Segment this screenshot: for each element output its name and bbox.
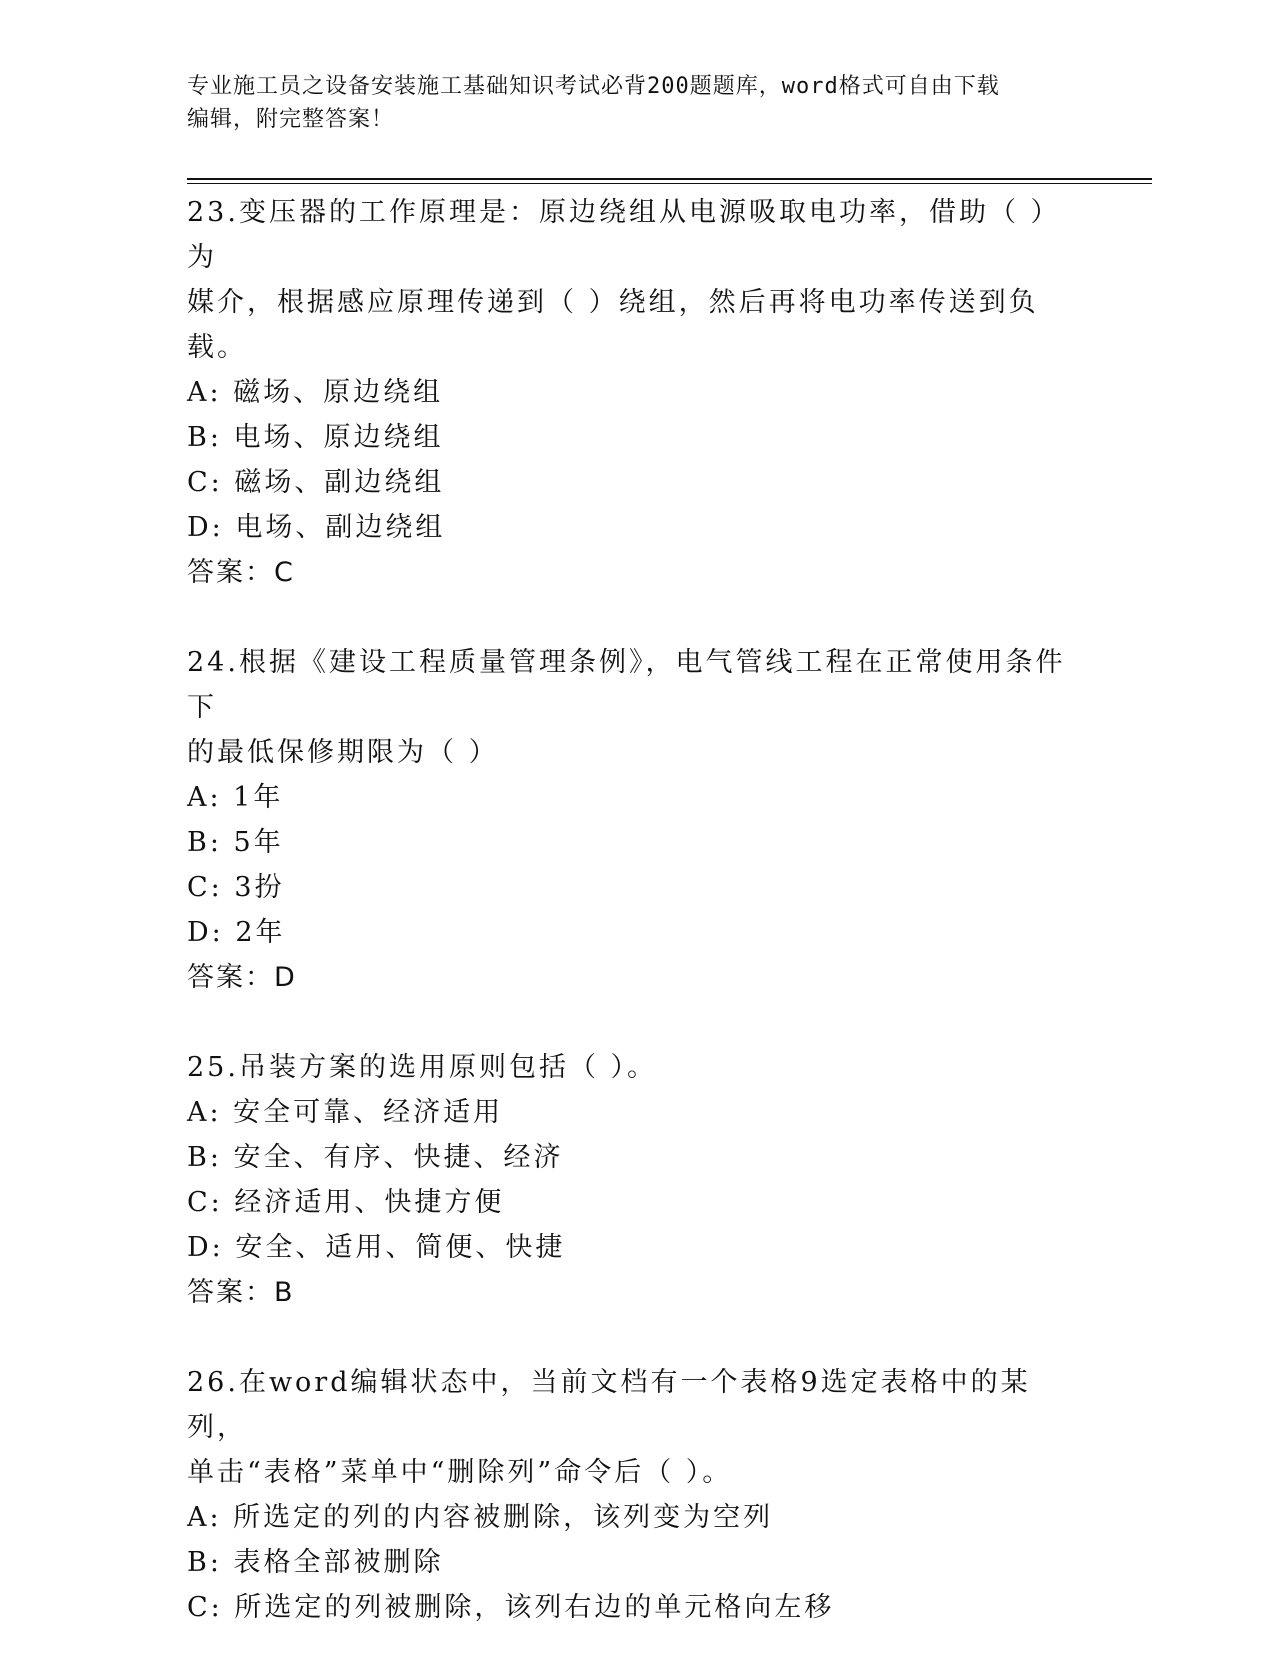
question-stem-line: 24.根据《建设工程质量管理条例》，电气管线工程在正常使用条件下 (187, 647, 1066, 723)
option-c: C: 所选定的列被删除，该列右边的单元格向左移 (187, 1592, 835, 1623)
header-title-line-1: 专业施工员之设备安装施工基础知识考试必背200题题库，word格式可自由下载 (187, 74, 1000, 99)
answer: 答案：D (187, 962, 297, 993)
question-stem-line: 单击“表格”菜单中“删除列”命令后（ ）。 (187, 1457, 733, 1488)
question-stem-line: 23.变压器的工作原理是：原边绕组从电源吸取电功率，借助（ ）为 (187, 197, 1061, 273)
question-list (187, 190, 1087, 1675)
option-c: C: 经济适用、快捷方便 (187, 1187, 505, 1218)
document-header (187, 70, 1087, 136)
option-d: D: 电场、副边绕组 (187, 512, 446, 543)
question-stem-line: 26.在word编辑状态中，当前文档有一个表格9选定表格中的某列， (187, 1367, 1031, 1443)
question-23 (187, 190, 1087, 595)
option-b: B: 表格全部被删除 (187, 1547, 444, 1578)
option-d: D: 2年 (187, 917, 286, 948)
question-stem-line: 25.吊装方案的选用原则包括（ ）。 (187, 1052, 658, 1083)
option-d: D: 安全、适用、简便、快捷 (187, 1232, 566, 1263)
option-c: C: 3扮 (187, 872, 285, 903)
option-a: A: 磁场、原边绕组 (187, 377, 444, 408)
answer: 答案：B (187, 1277, 295, 1308)
option-b: B: 5年 (187, 827, 284, 858)
option-a: A: 安全可靠、经济适用 (187, 1097, 504, 1128)
question-stem-line: 的最低保修期限为（ ） (187, 737, 499, 768)
option-b: B: 安全、有序、快捷、经济 (187, 1142, 564, 1173)
header-divider-thin (187, 183, 1152, 184)
option-a: A: 所选定的列的内容被删除，该列变为空列 (187, 1502, 774, 1533)
question-24 (187, 640, 1087, 1000)
question-25 (187, 1045, 1087, 1315)
question-stem-line: 媒介，根据感应原理传递到（ ）绕组，然后再将电功率传送到负载。 (187, 287, 1039, 363)
option-a: A: 1年 (187, 782, 284, 813)
header-divider-thick (187, 178, 1152, 180)
option-c: C: 磁场、副边绕组 (187, 467, 445, 498)
answer: 答案：C (187, 557, 295, 588)
question-26 (187, 1360, 1087, 1630)
header-title-line-2: 编辑，附完整答案！ (187, 107, 395, 132)
option-b: B: 电场、原边绕组 (187, 422, 444, 453)
